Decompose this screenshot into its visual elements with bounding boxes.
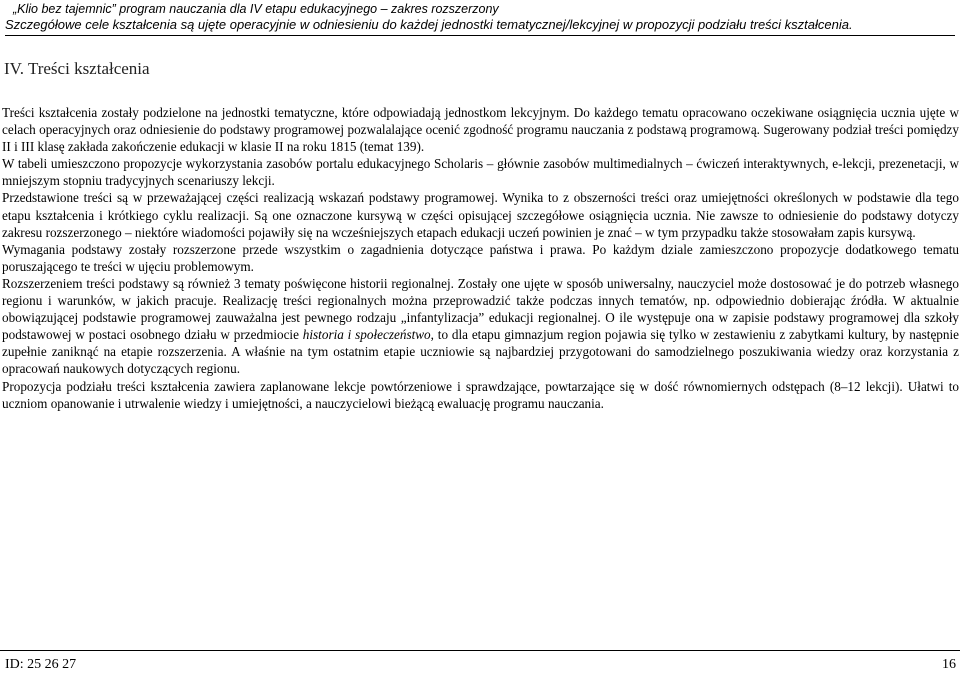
document-id: ID: 25 26 27 [5,657,77,672]
paragraph-regional-history [2,275,959,378]
document-body [2,104,959,412]
header-title: „Klio bez tajemnic” program nauczania dla IV etapu edukacyjnego – zakres rozszerzony [13,2,499,16]
section-title: IV. Treści kształcenia [4,59,150,78]
paragraph-intro: Treści kształcenia zostały podzielone na jednostki tematyczne, które odpowiadają jednostkom lekcyjnym. Do każdego tematu opracowano oczekiwane osiągnięcia ucznia ujęte w celach operacyjnych oraz odniesienie do podstawy programowej pozwalalające ocenić zgodność programu nauczania z podstawą programową. Sugerowany podział treści pomiędzy II i III klasę zakłada zakończenie edukacji w klasie II na roku 1815 (temat 139). [2,105,959,155]
footer-divider [0,650,960,651]
header-subtitle: Szczegółowe cele kształcenia są ujęte operacyjnie w odniesieniu do każdej jednostki tematycznej/lekcyjnej w propozycji podziału treści kształcenia. [5,17,853,32]
paragraph-lesson-plan: Propozycja podziału treści kształcenia zawiera zaplanowane lekcje powtórzeniowe i sprawdzające, powtarzające się w dość równomiernych odstępach (8–12 lekcji). Ułatwi to uczniom opanowanie i utrwalenie wiedzy i umiejętności, a nauczycielowi bieżącą ewaluację programu nauczania. [2,378,959,411]
paragraph-regional-history-part1: Rozszerzeniem treści podstawy są również 3 tematy poświęcone historii regionalnej. Zostały one ujęte w sposób uniwersalny, nauczyciel może dostosować je do potrzeb własnego regionu i warunków, w jakich pracuje. Realizację treści regionalnych można przeprowadzić także podczas innych tematów, np. odpowiednio dobierając źródła. W aktualnie obowiązującej podstawie programowej zauważalna jest pewnego rodzaju „infantylizacja” edukacji regionalnej. O ile występuje ona w zapisie podstawy programowej dla szkoły podstawowej w postaci osobnego działu w przedmiocie [2,275,959,343]
paragraph-core-curriculum: Przedstawione treści są w przeważającej części realizacją wskazań podstawy programowej. Wynika to z obszerności treści oraz umiejętności określonych w podstawie dla tego etapu kształcenia i krótkiego cyklu realizacji. Są one oznaczone kursywą w części opisującej szczegółowe osiągnięcia ucznia. Nie zawsze to odniesienie do podstawy dotyczy zakresu rozszerzonego – niektóre wiadomości pojawiły się na wcześniejszych etapach edukacji uczeń powinien je znać – w tym przypadku także stosowałam zapis kursywą. [2,190,959,240]
page-header [5,2,955,36]
page-footer [0,650,960,673]
paragraph-scholaris: W tabeli umieszczono propozycje wykorzystania zasobów portalu edukacyjnego Scholaris – głównie zasobów multimedialnych – ćwiczeń interaktywnych, e-lekcji, prezenetacji, w mniejszym stopniu tradycyjnych scenariuszy lekcji. [2,156,959,189]
paragraph-requirements: Wymagania podstawy zostały rozszerzone przede wszystkim o zagadnienia dotyczące państwa i prawa. Po każdym dziale zamieszczono propozycje dodatkowego tematu poruszającego te treści w ujęciu problemowym. [2,241,959,274]
page-number: 16 [942,657,956,672]
paragraph-regional-history-part2: , to dla etapu gimnazjum region pojawia się tylko w zestawieniu z zabytkami kultury, by następnie zupełnie zaniknąć na etapie rozszerzenia. A właśnie na tym ostatnim etapie uczniowie są najbardziej przygotowani do samodzielnego poszukiwania wiedzy oraz korzystania z opracowań naukowych dotyczących regionu. [2,327,960,377]
subject-name-italic: historia i społeczeństwo [302,327,431,343]
header-divider [5,35,955,36]
